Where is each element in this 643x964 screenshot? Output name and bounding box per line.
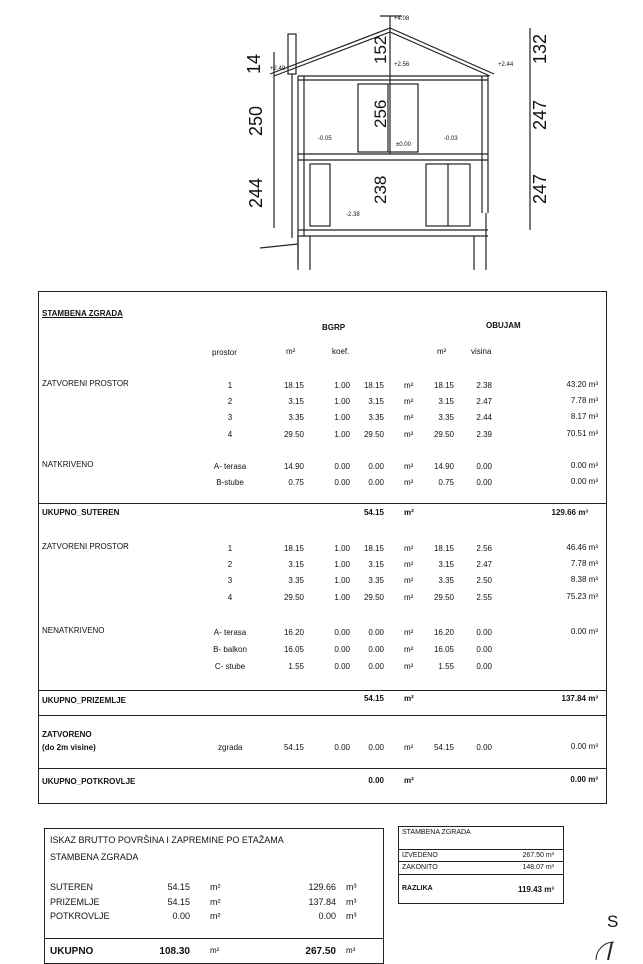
cell-koef: 1.00: [334, 381, 350, 390]
dim-right-1: 132: [530, 33, 550, 64]
level-6: -0.03: [444, 136, 458, 142]
cell-visina: 2.39: [476, 429, 492, 439]
level-4: +2.44: [498, 62, 514, 68]
cell-prostor: 1: [227, 381, 233, 390]
dim-left-2: 250: [246, 105, 266, 136]
cell-visina: 0.00: [476, 462, 492, 471]
header-m2-obujam: m²: [437, 347, 447, 356]
cell-visina: 2.47: [476, 397, 492, 407]
section-drawing: [230, 8, 560, 278]
cell-unit-m2: m²: [404, 628, 414, 637]
total-suteren-label: UKUPNO_SUTEREN: [42, 508, 120, 517]
cell-obujam: 0.00 m³: [570, 461, 598, 470]
summary-row-area-unit: m²: [210, 896, 221, 907]
cell-koef: 0.00: [334, 662, 350, 671]
level-8: -2.38: [346, 212, 360, 218]
cell-bgrp: 29.50: [363, 592, 384, 602]
cell-visina: 0.00: [476, 645, 492, 654]
summary-row-vol: 129.66: [308, 882, 336, 892]
cell-m2b: 1.55: [438, 662, 454, 671]
total-suteren-unit: m²: [404, 508, 414, 517]
cell-visina: 0.00: [476, 478, 492, 488]
cell-unit-m2: m²: [404, 381, 414, 390]
cell-unit-m2: m²: [404, 462, 414, 471]
dim-center-3: 238: [371, 175, 390, 204]
cell-m2: 16.20: [283, 628, 304, 637]
level-2: +2.56: [394, 62, 410, 68]
cell-bgrp: 3.15: [368, 560, 384, 570]
cell-prostor: 1: [227, 544, 233, 553]
cell-koef: 1.00: [334, 413, 350, 423]
cell-m2b: 16.20: [433, 628, 454, 637]
izvedeno-label: IZVEDENO: [402, 852, 438, 859]
cell-m2b: 0.75: [438, 478, 454, 488]
header-m2: m²: [286, 347, 296, 356]
summary-row-label: SUTEREN: [50, 882, 94, 892]
total-potkrovlje-label: UKUPNO_POTKROVLJE: [42, 777, 136, 786]
cell-obujam: 7.78 m³: [570, 559, 598, 569]
cell-m2b: 3.35: [438, 413, 454, 423]
cell-obujam: 46.46 m³: [566, 543, 598, 552]
total-prizemlje-unit: m²: [404, 694, 414, 703]
dim-right-3: 247: [530, 173, 550, 204]
total-potkrovlje-unit: m²: [404, 776, 414, 785]
cell-koef: 0.00: [334, 645, 350, 654]
cell-m2b: 29.50: [433, 429, 454, 439]
attic-obujam: 0.00 m³: [570, 742, 598, 751]
cell-koef: 0.00: [334, 628, 350, 637]
cell-bgrp: 0.00: [368, 645, 384, 654]
cell-visina: 2.56: [476, 544, 492, 553]
header-bgrp: BGRP: [322, 323, 346, 332]
cell-koef: 1.00: [334, 544, 350, 553]
cell-bgrp: 18.15: [363, 381, 384, 390]
cell-koef: 1.00: [334, 592, 350, 602]
summary-row-area-unit: m²: [210, 911, 221, 921]
block-label: NATKRIVENO: [42, 460, 94, 469]
header-visina: visina: [471, 347, 492, 356]
dim-left-3: 244: [246, 177, 266, 208]
summary-row-area: 54.15: [167, 896, 190, 907]
cell-bgrp: 0.00: [368, 462, 384, 471]
cell-m2b: 18.15: [433, 381, 454, 390]
attic-visina: 0.00: [476, 743, 492, 752]
cell-unit-m2: m²: [404, 478, 414, 488]
summary-row-area: 0.00: [172, 911, 190, 921]
cell-m2b: 14.90: [433, 462, 454, 471]
dim-right-2: 247: [530, 99, 550, 130]
total-potkrovlje-obujam: 0.00 m³: [570, 775, 598, 784]
cell-koef: 0.00: [334, 462, 350, 471]
cell-prostor: A- terasa: [213, 628, 247, 637]
cell-unit-m2: m²: [404, 413, 414, 423]
attic-m2b: 54.15: [433, 743, 454, 752]
cell-bgrp: 18.15: [363, 544, 384, 553]
attic-koef: 0.00: [334, 743, 350, 752]
header-obujam: OBUJAM: [486, 321, 521, 330]
block-label: NENATKRIVENO: [42, 626, 105, 635]
cell-unit-m2: m²: [404, 560, 414, 570]
cell-bgrp: 0.00: [368, 478, 384, 488]
cell-m2: 3.15: [288, 397, 304, 407]
header-prostor: prostor: [212, 348, 237, 357]
cell-koef: 1.00: [334, 576, 350, 586]
razlika-label: RAZLIKA: [402, 885, 433, 892]
zakonito-value: 148.07 m³: [522, 864, 554, 871]
summary-total-area-unit: m²: [210, 946, 220, 955]
cell-prostor: B- balkon: [213, 645, 247, 654]
cell-unit-m2: m²: [404, 645, 414, 654]
total-prizemlje-label: UKUPNO_PRIZEMLJE: [42, 696, 127, 705]
cell-koef: 1.00: [334, 560, 350, 570]
attic-unit: m²: [404, 743, 414, 752]
cell-koef: 1.00: [334, 397, 350, 407]
summary-row-area: 54.15: [167, 882, 190, 892]
cell-m2: 18.15: [283, 544, 304, 553]
summary-total-area: 108.30: [159, 946, 190, 957]
cell-bgrp: 3.35: [368, 413, 384, 423]
attic-label-2: (do 2m visine): [42, 743, 96, 752]
total-suteren-obujam: 129.66 m³: [551, 508, 588, 517]
summary-total-vol-unit: m³: [346, 946, 356, 955]
cell-visina: 2.50: [476, 576, 492, 586]
cell-m2: 14.90: [283, 462, 304, 471]
compass-icon: [592, 934, 632, 960]
cell-obujam: 7.78 m³: [570, 396, 598, 406]
attic-prostor: zgrada: [218, 743, 243, 752]
difference-title: STAMBENA ZGRADA: [402, 829, 471, 836]
cell-m2: 3.35: [288, 576, 304, 586]
cell-unit-m2: m²: [404, 397, 414, 407]
dim-center-1: 152: [371, 35, 390, 64]
total-potkrovlje-bgrp: 0.00: [368, 776, 384, 785]
attic-bgrp: 0.00: [368, 743, 384, 752]
cell-visina: 2.47: [476, 560, 492, 570]
summary-row-vol-unit: m³: [346, 896, 357, 907]
cell-koef: 1.00: [334, 429, 350, 439]
cell-m2b: 18.15: [433, 544, 454, 553]
cell-obujam: 0.00 m³: [570, 477, 598, 487]
izvedeno-value: 267.50 m³: [522, 852, 554, 859]
cell-obujam: 0.00 m³: [570, 627, 598, 636]
cell-m2: 29.50: [283, 429, 304, 439]
cell-koef: 0.00: [334, 478, 350, 488]
cell-m2b: 3.15: [438, 397, 454, 407]
cell-prostor: C- stube: [214, 662, 246, 671]
summary-subtitle: STAMBENA ZGRADA: [50, 852, 139, 862]
cell-prostor: 2: [227, 560, 233, 570]
cell-m2: 3.15: [288, 560, 304, 570]
summary-row-vol-unit: m³: [346, 882, 357, 892]
cell-m2: 0.75: [288, 478, 304, 488]
block-label: ZATVORENI PROSTOR: [42, 542, 129, 551]
attic-m2: 54.15: [283, 743, 304, 752]
level-3: +2.49: [270, 66, 286, 72]
total-prizemlje-obujam: 137.84 m³: [561, 694, 598, 703]
cell-m2: 16.05: [283, 645, 304, 654]
cell-obujam: 8.17 m³: [570, 412, 598, 422]
cell-prostor: 3: [227, 413, 233, 423]
cell-prostor: 4: [227, 592, 233, 602]
summary-total-label: UKUPNO: [50, 946, 94, 957]
cell-prostor: B-stube: [216, 478, 244, 488]
cell-prostor: 3: [227, 576, 233, 586]
summary-total-vol: 267.50: [305, 946, 336, 957]
summary-row-area-unit: m²: [210, 882, 221, 892]
cell-visina: 0.00: [476, 662, 492, 671]
cell-bgrp: 0.00: [368, 628, 384, 637]
header-koef: koef.: [332, 347, 350, 356]
cell-obujam: 43.20 m³: [566, 380, 598, 389]
cell-obujam: 70.51 m³: [566, 428, 598, 438]
summary-title: ISKAZ BRUTTO POVRŠINA I ZAPREMINE PO ETAŽAMA: [50, 835, 284, 845]
attic-label-1: ZATVORENO: [42, 730, 92, 739]
cell-m2b: 16.05: [433, 645, 454, 654]
level-1: +4.08: [394, 16, 410, 22]
compass-letter: S: [607, 912, 619, 931]
cell-m2b: 29.50: [433, 592, 454, 602]
section-title: STAMBENA ZGRADA: [42, 309, 123, 318]
cell-m2b: 3.15: [438, 560, 454, 570]
cell-obujam: 8.38 m³: [570, 575, 598, 585]
zakonito-label: ZAKONITO: [402, 864, 438, 871]
cell-unit-m2: m²: [404, 592, 414, 602]
total-suteren-bgrp: 54.15: [363, 508, 384, 517]
cell-unit-m2: m²: [404, 544, 414, 553]
cell-visina: 2.44: [476, 413, 492, 423]
cell-bgrp: 3.15: [368, 397, 384, 407]
cell-m2: 1.55: [288, 662, 304, 671]
dim-center-2: 256: [371, 99, 390, 128]
cell-bgrp: 0.00: [368, 662, 384, 671]
summary-row-vol-unit: m³: [346, 911, 357, 921]
cell-unit-m2: m²: [404, 662, 414, 671]
cell-prostor: 2: [227, 397, 233, 407]
cell-unit-m2: m²: [404, 429, 414, 439]
cell-m2b: 3.35: [438, 576, 454, 586]
cell-obujam: 75.23 m³: [566, 591, 598, 601]
level-7: ±0.00: [396, 142, 411, 148]
level-5: -0.05: [318, 136, 332, 142]
cell-m2: 3.35: [288, 413, 304, 423]
dim-left-1: 14: [244, 53, 264, 74]
cell-visina: 2.38: [476, 381, 492, 390]
cell-visina: 2.55: [476, 592, 492, 602]
razlika-value: 119.43 m³: [517, 885, 554, 894]
summary-row-label: POTKROVLJE: [50, 911, 110, 921]
total-prizemlje-bgrp: 54.15: [363, 694, 384, 703]
cell-bgrp: 29.50: [363, 429, 384, 439]
summary-row-label: PRIZEMLJE: [50, 896, 100, 907]
cell-visina: 0.00: [476, 628, 492, 637]
cell-bgrp: 3.35: [368, 576, 384, 586]
summary-row-vol: 137.84: [308, 896, 336, 907]
block-label: ZATVORENI PROSTOR: [42, 379, 129, 388]
cell-prostor: 4: [227, 429, 233, 439]
summary-row-vol: 0.00: [318, 911, 336, 921]
cell-m2: 29.50: [283, 592, 304, 602]
cell-prostor: A- terasa: [213, 462, 247, 471]
cell-unit-m2: m²: [404, 576, 414, 586]
cell-m2: 18.15: [283, 381, 304, 390]
